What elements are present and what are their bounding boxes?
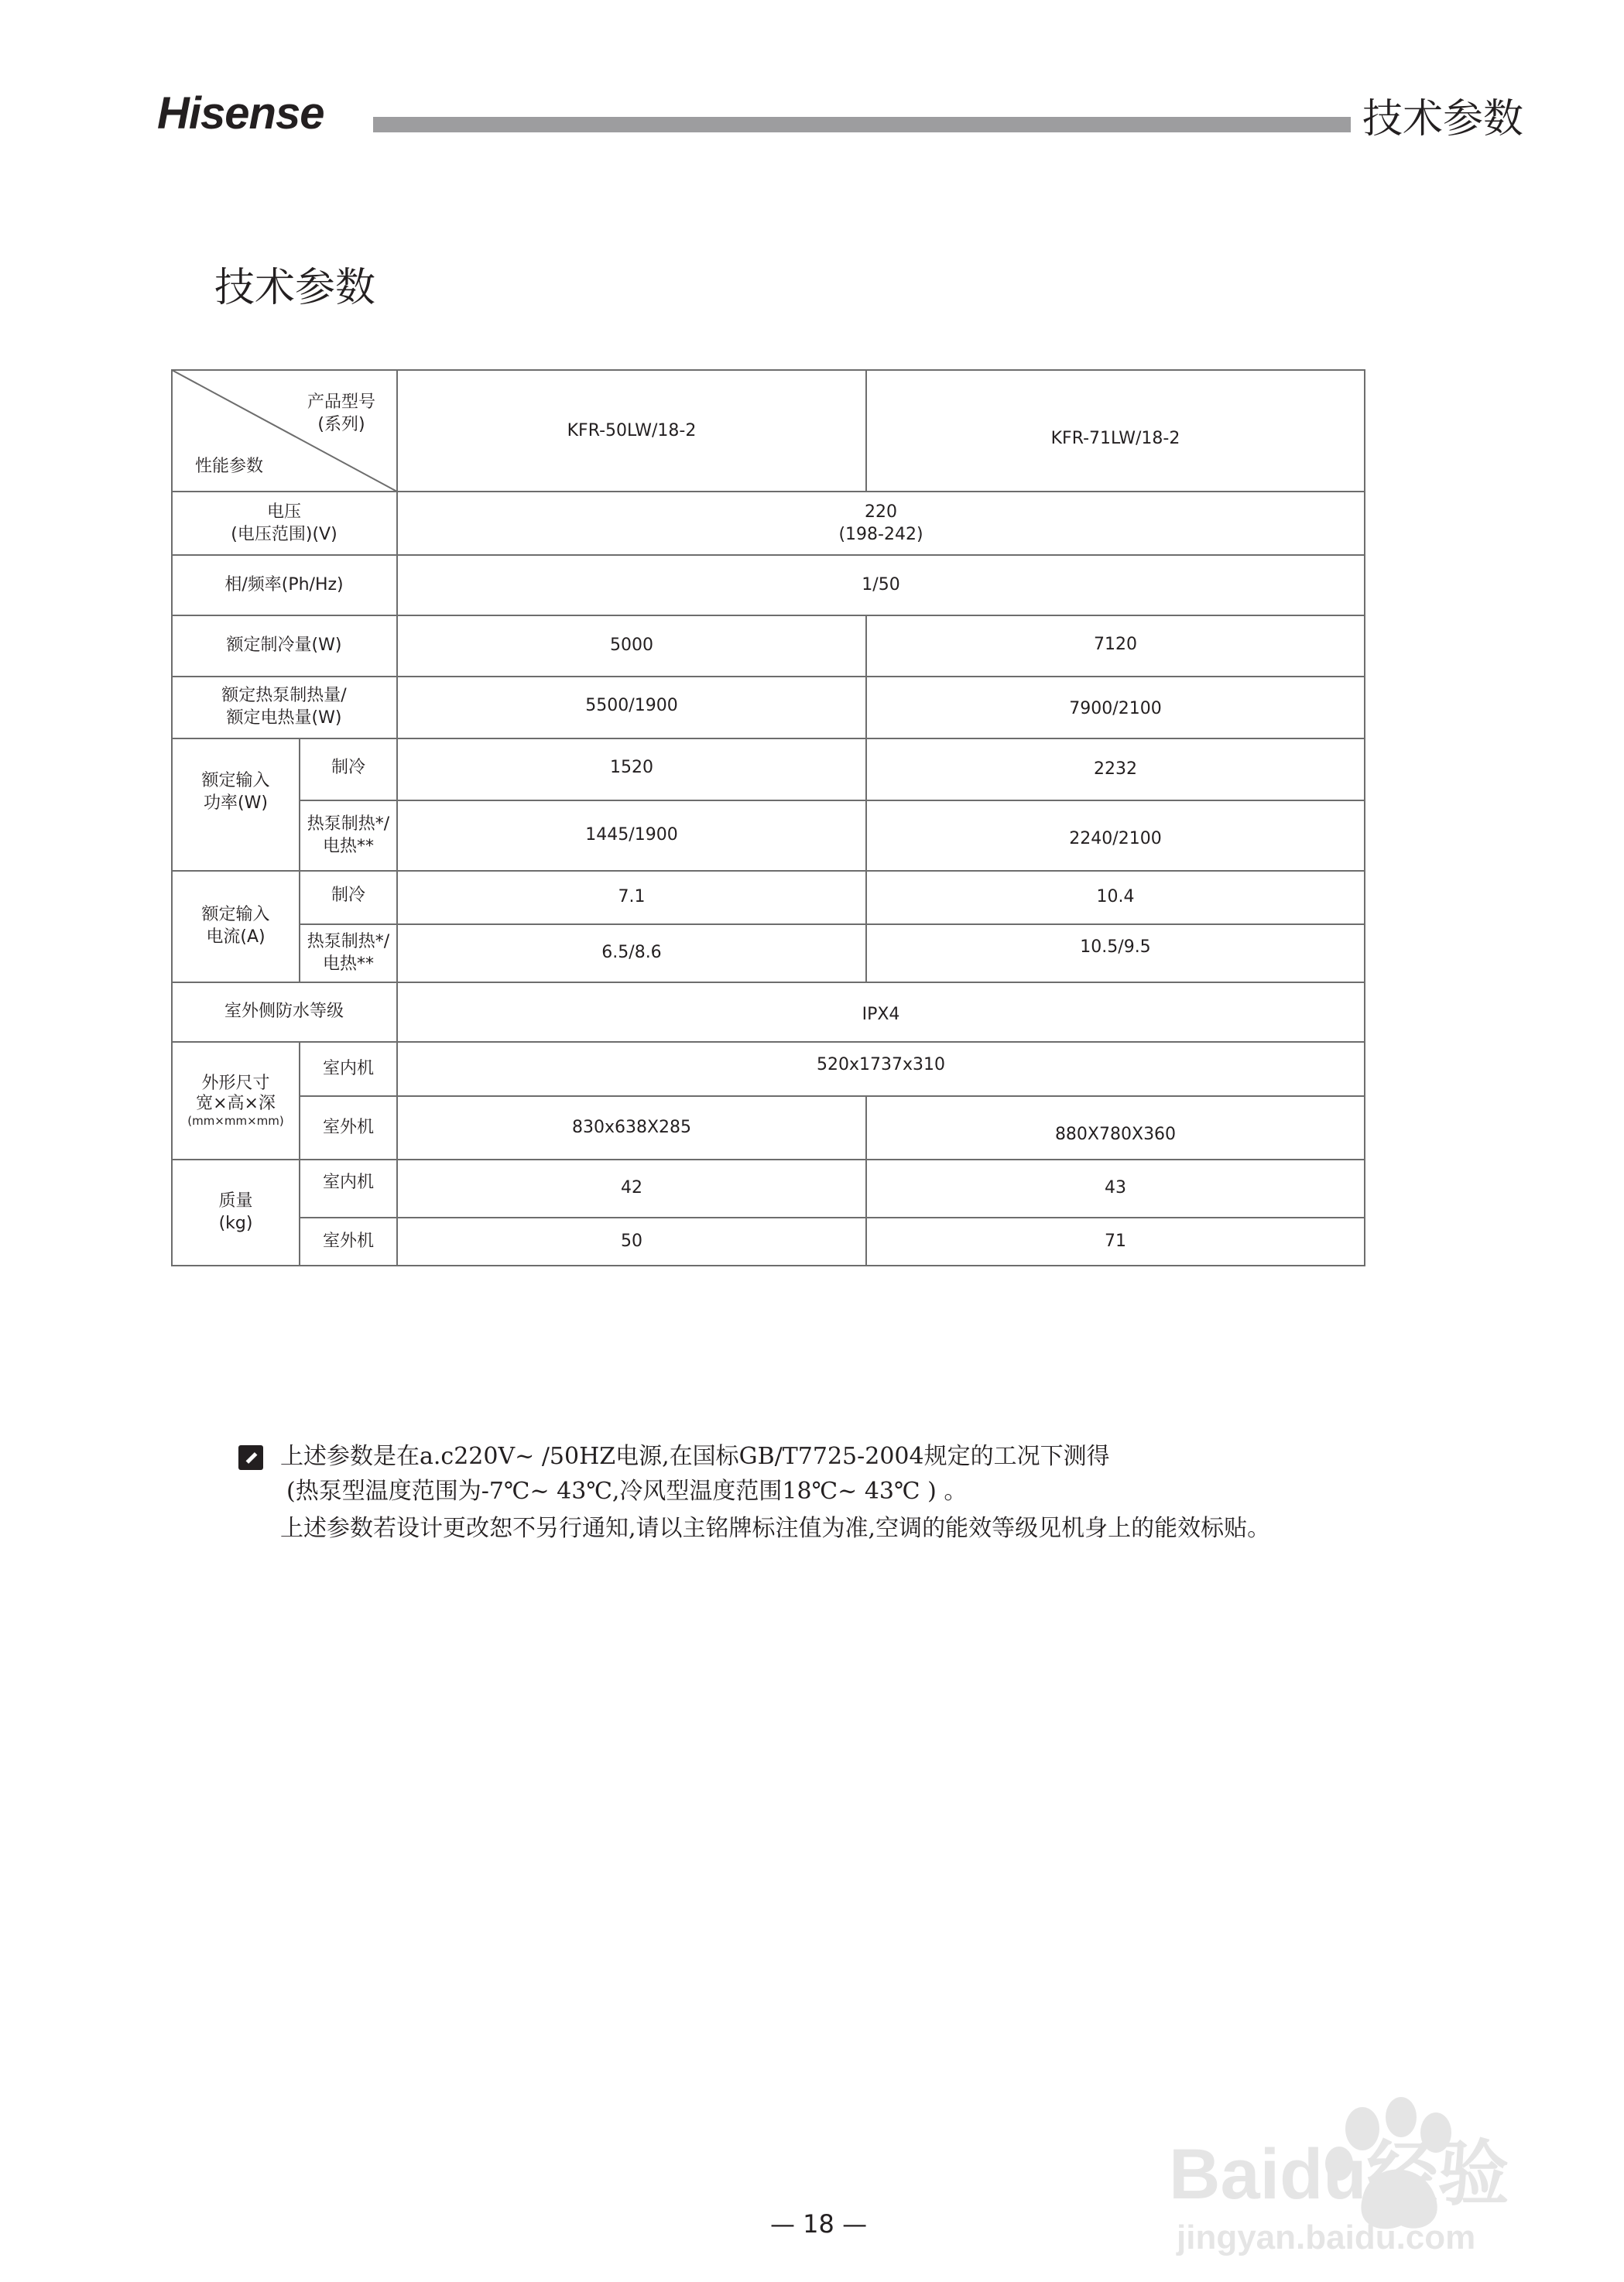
sub-label-weight-outdoor: 室外机 <box>322 1231 374 1251</box>
page-title: 技术参数 <box>214 265 376 311</box>
sub-label-current-cooling: 制冷 <box>331 885 365 905</box>
value-current-heating-2: 10.5/9.5 <box>1080 937 1151 957</box>
header-rule <box>373 117 1351 132</box>
page-number: — 18 — <box>770 2209 868 2239</box>
group-label-input-power: 额定输入 功率(W) <box>201 771 270 813</box>
row-label-cooling-capacity: 额定制冷量(W) <box>226 636 342 656</box>
value-current-cooling-1: 7.1 <box>618 887 646 907</box>
value-waterproof: IPX4 <box>862 1005 900 1025</box>
value-dimensions-outdoor-1: 830x638X285 <box>571 1117 692 1137</box>
value-current-cooling-2: 10.4 <box>1096 887 1135 907</box>
sub-label-current-heating: 热泵制热*/ 电热** <box>307 931 390 974</box>
value-power-cooling-2: 2232 <box>1094 759 1137 779</box>
sub-label-dimensions-outdoor: 室外机 <box>322 1117 374 1137</box>
brand-logo: Hisense <box>157 88 324 139</box>
value-cooling-capacity-1: 5000 <box>610 636 653 656</box>
value-dimensions-indoor: 520x1737x310 <box>816 1054 945 1074</box>
row-label-heating-capacity: 额定热泵制热量/ 额定电热量(W) <box>221 686 347 728</box>
value-voltage: 220 (198-242) <box>838 502 923 544</box>
watermark-paw-icon <box>1169 2082 1571 2268</box>
value-heating-capacity-1: 5500/1900 <box>585 695 678 715</box>
header-section-title: 技术参数 <box>1362 96 1524 142</box>
group-label-dimensions: 外形尺寸 宽×高×深 (mm×mm×mm) <box>187 1073 284 1129</box>
value-heating-capacity-2: 7900/2100 <box>1069 698 1162 718</box>
value-dimensions-outdoor-2: 880X780X360 <box>1054 1124 1177 1144</box>
sub-label-power-heating: 热泵制热*/ 电热** <box>307 814 390 856</box>
row-label-voltage: 电压 (电压范围)(V) <box>231 502 337 544</box>
group-label-weight: 质量 (kg) <box>218 1191 253 1233</box>
spec-table <box>171 369 1365 1266</box>
watermark-url-text: jingyan.baidu.com <box>1177 2219 1476 2256</box>
sub-label-weight-indoor: 室内机 <box>322 1172 374 1192</box>
note-line-1: 上述参数是在a.c220V~ /50HZ电源,在国标GB/T7725-2004规定的工况下测得 <box>280 1443 1110 1470</box>
value-phase-frequency: 1/50 <box>862 574 900 594</box>
row-label-phase-frequency: 相/频率(Ph/Hz) <box>224 574 344 594</box>
value-cooling-capacity-2: 7120 <box>1094 634 1137 654</box>
group-label-input-current: 额定输入 电流(A) <box>201 905 270 947</box>
model-header-2: KFR-71LW/18-2 <box>1050 428 1180 448</box>
value-weight-indoor-1: 42 <box>621 1178 642 1198</box>
value-power-heating-2: 2240/2100 <box>1069 828 1162 848</box>
value-current-heating-1: 6.5/8.6 <box>601 943 662 963</box>
value-power-cooling-1: 1520 <box>610 757 653 777</box>
corner-header-model: 产品型号 (系列) <box>307 392 375 434</box>
value-weight-indoor-2: 43 <box>1105 1178 1126 1198</box>
value-weight-outdoor-2: 71 <box>1105 1231 1126 1251</box>
sub-label-power-cooling: 制冷 <box>331 757 365 777</box>
watermark-brand-text: Baidu经验 <box>1169 2135 1509 2214</box>
row-label-waterproof: 室外侧防水等级 <box>224 1002 344 1022</box>
note-pencil-icon <box>238 1445 263 1470</box>
value-weight-outdoor-1: 50 <box>621 1231 642 1251</box>
watermark-logo <box>1169 2082 1571 2268</box>
corner-header-parameter: 性能参数 <box>194 456 263 476</box>
model-header-1: KFR-50LW/18-2 <box>567 420 697 440</box>
note-line-3: 上述参数若设计更改恕不另行通知,请以主铭牌标注值为准,空调的能效等级见机身上的能效标贴。 <box>280 1515 1271 1542</box>
note-line-2: (热泵型温度范围为-7℃~ 43℃,冷风型温度范围18℃~ 43℃ ) 。 <box>286 1478 968 1505</box>
sub-label-dimensions-indoor: 室内机 <box>322 1058 374 1078</box>
value-power-heating-1: 1445/1900 <box>585 825 678 845</box>
